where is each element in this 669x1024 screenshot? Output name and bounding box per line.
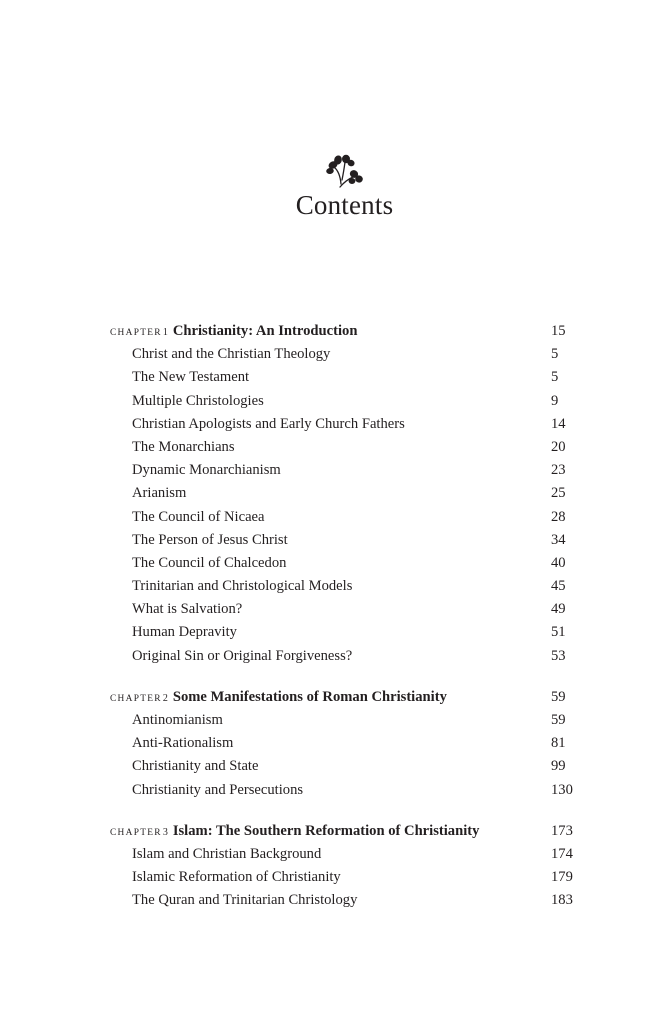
entry-page-number: 183 — [551, 892, 573, 909]
entry-page-number: 23 — [551, 462, 566, 479]
entry-title: Antinomianism — [132, 712, 223, 728]
entry-page-number: 40 — [551, 554, 566, 571]
chapter-section — [0, 320, 669, 668]
chapter-heading[interactable] — [0, 686, 669, 709]
entry-title: Christ and the Christian Theology — [132, 346, 331, 363]
chapter-page-number: 173 — [551, 822, 573, 839]
toc-entry[interactable] — [0, 755, 669, 778]
entry-title: The Person of Jesus Christ — [132, 531, 288, 548]
entry-page-number: 9 — [551, 392, 559, 409]
toc-entry[interactable] — [0, 709, 669, 732]
entry-page-number: 130 — [551, 781, 573, 798]
chapter-title: Islam: The Southern Reformation of Christianity — [172, 822, 480, 839]
entry-title: Christianity and State — [132, 758, 259, 775]
entry-page-number: 49 — [551, 601, 566, 618]
entry-title: Islamic Reformation of Christianity — [132, 869, 341, 886]
chapter-label: CHAPTER — [110, 328, 162, 338]
chapter-title: Some Manifestations of Roman Christianity — [172, 688, 447, 705]
toc-entry[interactable] — [0, 732, 669, 755]
toc-entry[interactable] — [0, 343, 669, 366]
toc-entry[interactable] — [0, 482, 669, 505]
entry-title: Multiple Christologies — [132, 392, 264, 409]
toc-entry[interactable] — [0, 598, 669, 621]
entry-title: Dynamic Monarchianism — [132, 462, 281, 479]
chapter-section — [0, 686, 669, 802]
toc-entry[interactable] — [0, 436, 669, 459]
toc-entry[interactable] — [0, 413, 669, 436]
chapter-page-number: 59 — [551, 688, 566, 705]
toc-entry[interactable] — [0, 529, 669, 552]
entry-page-number: 45 — [551, 578, 566, 595]
toc-entry[interactable] — [0, 621, 669, 644]
toc-entry[interactable] — [0, 866, 669, 889]
entry-page-number: 174 — [551, 845, 573, 862]
entry-title: Trinitarian and Christological Models — [132, 578, 353, 595]
entry-page-number: 81 — [551, 735, 566, 752]
entry-page-number: 34 — [551, 531, 566, 548]
toc-entry[interactable] — [0, 459, 669, 482]
chapter-number: 1 — [162, 327, 168, 338]
toc-entry[interactable] — [0, 575, 669, 598]
entry-page-number: 25 — [551, 485, 566, 502]
chapter-number: 3 — [162, 826, 168, 838]
chapter-number: 2 — [162, 692, 168, 704]
entry-title: The New Testament — [132, 369, 250, 386]
toc-entry[interactable] — [0, 390, 669, 413]
chapter-section — [0, 820, 669, 913]
entry-title: The Council of Nicaea — [132, 508, 265, 525]
entry-title: Christian Apologists and Early Church Fathers — [132, 415, 405, 432]
table-of-contents — [0, 320, 669, 931]
entry-page-number: 99 — [551, 758, 566, 775]
chapter-heading[interactable] — [0, 320, 669, 343]
entry-title: Christianity and Persecutions — [132, 781, 304, 798]
entry-page-number: 14 — [551, 415, 566, 432]
entry-title: Human Depravity — [132, 624, 237, 641]
toc-entry[interactable] — [0, 645, 669, 668]
toc-entry[interactable] — [0, 366, 669, 389]
toc-entry[interactable] — [0, 889, 669, 912]
toc-entry[interactable] — [0, 552, 669, 575]
chapter-page-number: 15 — [551, 323, 566, 339]
entry-title: Anti-Rationalism — [132, 735, 234, 752]
entry-page-number: 179 — [551, 869, 573, 886]
entry-page-number: 51 — [551, 624, 566, 641]
entry-title: The Quran and Trinitarian Christology — [132, 892, 358, 909]
entry-page-number: 59 — [551, 712, 566, 728]
entry-page-number: 5 — [551, 346, 559, 363]
chapter-label: CHAPTER — [110, 827, 162, 838]
chapter-title: Christianity: An Introduction — [172, 323, 358, 339]
entry-title: Islam and Christian Background — [132, 845, 322, 862]
page-title: Contents — [295, 190, 394, 220]
chapter-heading[interactable] — [0, 820, 669, 843]
entry-title: Original Sin or Original Forgiveness? — [132, 647, 353, 664]
toc-entry[interactable] — [0, 779, 669, 802]
entry-page-number: 53 — [551, 647, 566, 664]
toc-entry[interactable] — [0, 506, 669, 529]
entry-title: The Council of Chalcedon — [132, 554, 287, 571]
entry-title: What is Salvation? — [132, 601, 243, 618]
entry-page-number: 5 — [551, 369, 559, 386]
clover-leaves-icon — [324, 154, 364, 190]
entry-page-number: 28 — [551, 508, 566, 525]
entry-title: The Monarchians — [132, 438, 235, 455]
entry-title: Arianism — [132, 485, 187, 502]
chapter-label: CHAPTER — [110, 693, 162, 704]
entry-page-number: 20 — [551, 438, 566, 455]
toc-entry[interactable] — [0, 843, 669, 866]
